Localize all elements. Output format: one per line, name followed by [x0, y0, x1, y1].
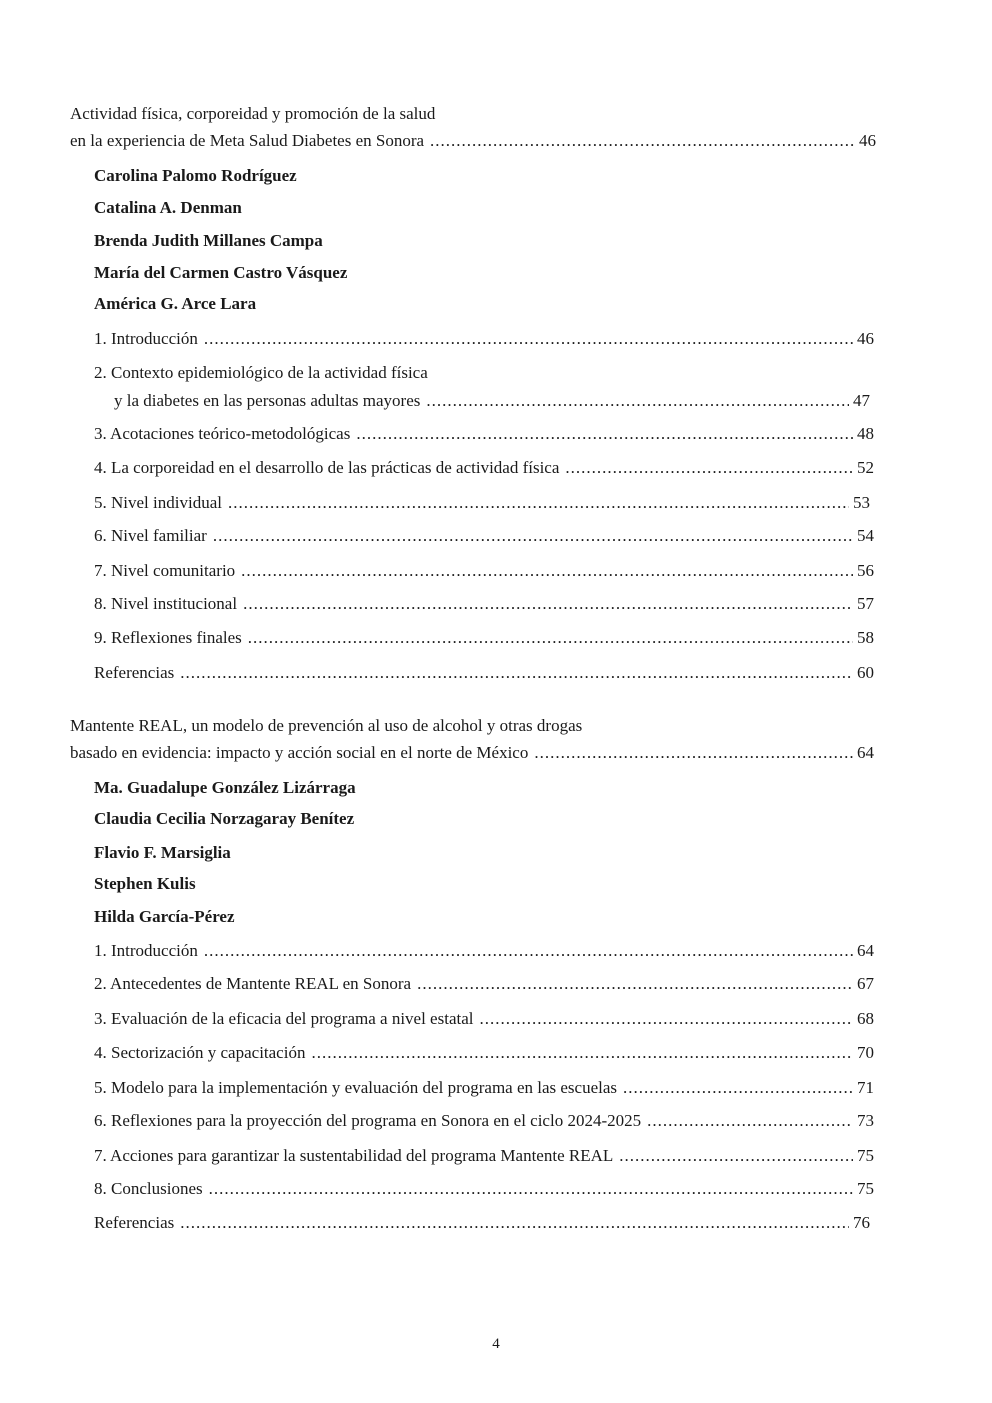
section-title: 4. Sectorización y capacitación [94, 1043, 306, 1062]
page-ref: 71 [857, 1078, 874, 1097]
author-name: Brenda Judith Millanes Campa [94, 231, 323, 250]
section-title: 5. Nivel individual [94, 493, 222, 512]
section-title: 7. Nivel comunitario [94, 561, 236, 580]
leader-dots [209, 1178, 853, 1200]
page-ref: 75 [857, 1146, 874, 1165]
section-title: 8. Nivel institucional [94, 594, 238, 613]
page-ref: 64 [857, 743, 874, 762]
page-ref: 46 [859, 131, 876, 150]
author-name: Flavio F. Marsiglia [94, 843, 231, 862]
page-ref: 58 [857, 628, 874, 647]
leader-dots [623, 1077, 853, 1099]
section-title: 1. Introducción [94, 941, 198, 960]
section-title-line: 2. Contexto epidemiológico de la actividad física [94, 363, 428, 382]
toc-section-entry[interactable] [94, 973, 874, 995]
toc-section-entry[interactable] [94, 1077, 874, 1099]
page-ref: 54 [857, 526, 874, 545]
page-ref: 47 [853, 391, 870, 410]
page-number: 4 [492, 1336, 500, 1352]
leader-dots [204, 940, 853, 962]
page-ref: 52 [857, 458, 874, 477]
section-title: 9. Reflexiones finales [94, 628, 242, 647]
leader-dots [619, 1145, 853, 1167]
toc-section-entry[interactable] [94, 1178, 874, 1200]
toc-section-entry[interactable] [114, 390, 870, 412]
leader-dots [430, 130, 855, 152]
toc-section-entry[interactable] [94, 1008, 874, 1030]
leader-dots [417, 973, 853, 995]
section-title: 3. Acotaciones teórico-metodológicas [94, 424, 351, 443]
leader-dots [248, 627, 853, 649]
author-name: América G. Arce Lara [94, 294, 257, 313]
page-ref: 53 [853, 493, 870, 512]
leader-dots [311, 1042, 853, 1064]
page-ref: 68 [857, 1009, 874, 1028]
toc-section-entry[interactable] [94, 457, 874, 479]
leader-dots [243, 593, 853, 615]
toc-section-entry[interactable] [94, 1145, 874, 1167]
toc-section-entry[interactable] [94, 1042, 874, 1064]
page-ref: 46 [857, 329, 874, 348]
section-title: 2. Antecedentes de Mantente REAL en Sonora [94, 974, 412, 993]
toc-section-entry[interactable] [94, 423, 874, 445]
section-title: Referencias [94, 663, 175, 682]
author-name: Claudia Cecilia Norzagaray Benítez [94, 809, 355, 828]
author-name: María del Carmen Castro Vásquez [94, 263, 348, 282]
chapter-title-entry[interactable] [70, 130, 876, 152]
chapter-title-line: basado en evidencia: impacto y acción social en el norte de México [70, 743, 529, 762]
chapter-title-line: en la experiencia de Meta Salud Diabetes en Sonora [70, 131, 425, 150]
leader-dots [180, 1212, 849, 1234]
author-name: Stephen Kulis [94, 874, 196, 893]
section-title: 3. Evaluación de la eficacia del programa a nivel estatal [94, 1009, 474, 1028]
toc-section-entry[interactable] [94, 328, 874, 350]
page-ref: 60 [857, 663, 874, 682]
chapter-title-line: Mantente REAL, un modelo de prevención al uso de alcohol y otras drogas [70, 716, 583, 735]
page-ref: 75 [857, 1179, 874, 1198]
page-ref: 64 [857, 941, 874, 960]
section-title: y la diabetes en las personas adultas mayores [114, 391, 421, 410]
page-ref: 57 [857, 594, 874, 613]
section-title: 4. La corporeidad en el desarrollo de las prácticas de actividad física [94, 458, 560, 477]
toc-section-entry[interactable] [94, 940, 874, 962]
page-ref: 73 [857, 1111, 874, 1130]
toc-section-entry[interactable] [94, 593, 874, 615]
leader-dots [479, 1008, 853, 1030]
toc-section-entry[interactable] [94, 560, 874, 582]
page-ref: 67 [857, 974, 874, 993]
leader-dots [180, 662, 853, 684]
leader-dots [213, 525, 853, 547]
leader-dots [534, 742, 853, 764]
toc-section-entry[interactable] [94, 662, 874, 684]
section-title: 8. Conclusiones [94, 1179, 203, 1198]
leader-dots [356, 423, 853, 445]
chapter-title-entry[interactable] [70, 742, 874, 764]
page-ref: 76 [853, 1213, 870, 1232]
leader-dots [241, 560, 853, 582]
page-ref: 56 [857, 561, 874, 580]
section-title: 6. Reflexiones para la proyección del programa en Sonora en el ciclo 2024-2025 [94, 1111, 642, 1130]
toc-section-entry[interactable] [94, 1110, 874, 1132]
chapter-title-line: Actividad física, corporeidad y promoción de la salud [70, 104, 436, 123]
toc-section-entry[interactable] [94, 525, 874, 547]
author-name: Carolina Palomo Rodríguez [94, 166, 297, 185]
section-title: 5. Modelo para la implementación y evaluación del programa en las escuelas [94, 1078, 618, 1097]
author-name: Ma. Guadalupe González Lizárraga [94, 778, 356, 797]
section-title: 7. Acciones para garantizar la sustentabilidad del programa Mantente REAL [94, 1146, 614, 1165]
toc-section-entry[interactable] [94, 1212, 870, 1234]
leader-dots [426, 390, 849, 412]
page-ref: 48 [857, 424, 874, 443]
leader-dots [647, 1110, 853, 1132]
page-ref: 70 [857, 1043, 874, 1062]
author-name: Hilda García-Pérez [94, 907, 235, 926]
toc-section-entry[interactable] [94, 492, 870, 514]
section-title: 6. Nivel familiar [94, 526, 207, 545]
section-title: 1. Introducción [94, 329, 198, 348]
leader-dots [204, 328, 853, 350]
section-title: Referencias [94, 1213, 175, 1232]
author-name: Catalina A. Denman [94, 198, 242, 217]
toc-section-entry[interactable] [94, 627, 874, 649]
leader-dots [565, 457, 853, 479]
leader-dots [228, 492, 849, 514]
